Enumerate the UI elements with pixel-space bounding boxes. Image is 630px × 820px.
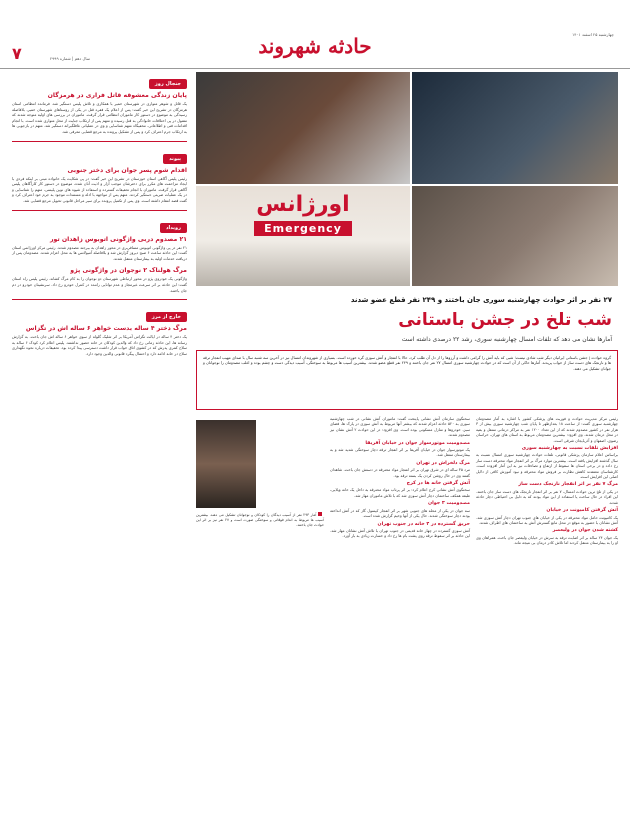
subheading: آتش گرفتن کامیونت در خیابان bbox=[546, 508, 618, 514]
family-photo bbox=[412, 72, 618, 184]
paragraph: سخنگوی سازمان آتش نشانی پایتخت گفت: ماموران آتش نشانی در شب چهارشنبه سوری به ۵۲۰ حادثه اعزام شدند که بیشتر آنها مربوط به آتش سوزی در پارک ها، فضای سبز، خودروها و منازل مسکونی بوده است. وی افزود: در این حوادث ۲ آتش نشان نیز مصدوم شدند. bbox=[330, 416, 470, 438]
lead-paragraph: گروه حوادث | جشن باستانی ایرانیان دیگر شب شادی نیست؛ شبی که باید آتش را گرامی داشت و آرزوها را از دل آن طلب کرد، حالا با انفجار و آتش سوزی گره خورده است. بسیاری از شهروندان امسال نیز در آخرین سه شنبه سال با صدای مهیب انفجار ترقه ها و نارنجک های دست ساز از خواب پریدند. آمارها حاکی از آن است که در حوادث چهارشنبه سوری امسال ۲۷ نفر جان باختند و ۲۴۹ نفر قطع عضو شدند. بیشترین آسیب ها مربوط به سوختگی، آسیب دیدگی دست و چشم بوده و اغلب مصدومان را نوجوانان و جوانان تشکیل می دهند. bbox=[196, 350, 618, 410]
paragraph: آتش سوزی گسترده در چهار خانه قدیمی در جنوب تهران با تلاش آتش نشانان مهار شد. این حادثه بر اثر سقوط ترقه روی پشت بام ها رخ داد و خسارت زیادی به بار آورد. bbox=[330, 527, 470, 539]
brief-body: واژگونی یک خودروی پژو در محور ارتباطی شهرستان دو نوجوان را به کام مرگ کشاند. رئیس پلیس راه استان گفت: این حادثه بر اثر سرعت غیرمجاز و عدم توانایی راننده در کنترل خودرو رخ داد. سرنشینان خودرو در دم جان باختند. bbox=[12, 276, 187, 293]
body-column-middle bbox=[330, 416, 470, 806]
subheading: آتش گرفتن خانه ها در کرج bbox=[406, 481, 470, 487]
brief-body: یک دختر ۴ ساله در ایالت تگزاس آمریکا بر اثر شلیک گلوله از سوی خواهر ۶ ساله اش جان باخت. به گزارش رسانه ها، این حادثه زمانی رخ داد که والدین کودکان در خانه حضور نداشتند. پلیس اعلام کرد کودک ۶ ساله به سلاح کمری پدرش که در کشوی اتاق خواب قرار داشت دسترسی پیدا کرده بود. تحقیقات درباره نحوه نگهداری سلاح در خانه ادامه دارد و احتمال پیگرد قانونی والدین وجود دارد. bbox=[12, 334, 187, 356]
paragraph: یک جوان ۲۴ ساله بر اثر اصابت ترقه به سرش در خیابان ولیعصر جان باخت. همراهان وی او را به بیمارستان منتقل کردند اما تلاش کادر درمان بی نتیجه ماند. bbox=[476, 534, 618, 546]
brief-section bbox=[12, 303, 187, 356]
emergency-sign bbox=[206, 192, 400, 236]
brief-body: یک قاتل و شوهر متواری در شهرستان خمیر با همکاری و تلاش پلیس دستگیر شد. فرمانده انتظامی استان هرمزگان در تشریح این خبر گفت: پس از اعلام یک فقره قتل در یکی از روستاهای شهرستان خمیر، بلافاصله رسیدگی به موضوع در دستور کار ماموران انتظامی قرار گرفت. ماموران در بررسی های اولیه متوجه شدند که مقتول در پی اختلافات خانوادگی به قتل رسیده و متهم پس از ارتکاب جنایت از محل متواری شده است. با انجام اقدامات فنی و اطلاعاتی، مخفیگاه متهم شناسایی و وی در عملیاتی غافلگیرانه دستگیر شد. متهم در بازجویی ها به ارتکاب جرم اعتراف کرد و پس از تشکیل پرونده به مرجع قضایی معرفی شد. bbox=[12, 101, 187, 134]
brief-title: پایان زندگی معشوقه قاتل فراری در هرمزگان bbox=[47, 92, 187, 99]
issue-number: سال دهم | شماره ۲۹۹۹ bbox=[50, 56, 90, 61]
briefs-column bbox=[12, 70, 187, 810]
paragraph: یک کامیونت حامل مواد محترقه در یکی از خیابان های جنوب تهران دچار آتش سوزی شد. آتش نشانان با حضور به موقع در محل مانع گسترش آتش به ساختمان های اطراف شدند. bbox=[476, 514, 618, 525]
page-number: ۷ bbox=[12, 44, 22, 63]
supra-headline: ۲۷ نفر بر اثر حوادث چهارشنبه سوری جان باختند و ۲۴۹ نفر قطع عضو شدند bbox=[350, 296, 612, 304]
paragraph: یک موتورسوار جوان در خیابان آفریقا بر اثر انفجار ترقه دچار سوختگی شدید شد و به بیمارستان منتقل شد. bbox=[330, 447, 470, 458]
photo-caption bbox=[196, 512, 324, 528]
brief-section bbox=[12, 267, 187, 293]
section-tag: پیوند bbox=[163, 154, 187, 164]
brief-title: مرگ دختر ۴ ساله بدست خواهر ۶ ساله اش در تگزاس bbox=[25, 325, 187, 333]
paragraph: براساس اعلام سازمان پزشکی قانونی، تلفات حوادث چهارشنبه سوری امسال نسبت به سال گذشته افزایش یافته است. بیشترین موارد مرگ بر اثر انفجار مواد محترقه دست ساز رخ داده و در برخی استان ها سقوط از ارتفاع و تصادفات نیز به این آمار افزوده است. کارشناسان معتقدند کاهش نظارت بر فروش مواد محترقه و نبود آموزش کافی از دلایل اصلی این افزایش است. bbox=[476, 452, 618, 480]
brief-title: مرگ هولناک ۲ نوجوان در واژگونی پژو bbox=[70, 267, 187, 275]
emergency-sign-en: Emergency bbox=[254, 221, 352, 236]
caption-bullet-icon bbox=[318, 512, 322, 516]
brief-section bbox=[12, 145, 187, 204]
issue-date: چهارشنبه ۲۵ اسفند ۱۴۰۱ bbox=[572, 32, 614, 37]
brief-title: ۲۱ مصدوم دربی واژگونی اتوبوس زاهدان تور bbox=[49, 235, 187, 243]
paragraph: سخنگوی آتش نشانی کرج اعلام کرد: بر اثر پرتاب مواد محترقه به داخل یک خانه ویلایی، طبقه همکف ساختمان دچار آتش سوزی شد که با تلاش ماموران مهار شد. bbox=[330, 487, 470, 498]
divider bbox=[12, 299, 187, 300]
paragraph: مرد ۳۵ ساله ای در شرق تهران بر اثر انفجار مواد محترقه در دستش جان باخت. شاهدان گفتند وی در حال روشن کردن یک بسته ترقه بود. bbox=[330, 467, 470, 478]
subheading: کشته شدن جوان در ولیعصر bbox=[552, 528, 618, 534]
subheading: حریق گسترده در ۴ خانه در جنوب تهران bbox=[377, 521, 470, 527]
body-column-right bbox=[476, 416, 618, 806]
brief-section bbox=[12, 70, 187, 135]
subheading: افزایش تلفات نسبت به چهارشنبه سوری bbox=[521, 446, 618, 452]
subheading: مرگ دلخراش در تهران bbox=[416, 460, 470, 466]
emergency-sign-fa: اورژانس bbox=[256, 192, 350, 217]
divider bbox=[12, 210, 187, 211]
paragraph: در یکی از تلخ ترین حوادث امسال، ۷ نفر بر اثر انفجار نارنجک های دست ساز جان باختند. این افراد در حال ساخت یا استفاده از این مواد بودند که به دلیل بی احتیاطی دچار حادثه شدند. bbox=[476, 488, 618, 505]
subheading: مرگ ۷ نفر بر اثر انفجار نارنجک دست ساز bbox=[518, 482, 618, 488]
hospital-photo bbox=[196, 72, 410, 184]
dek: آمارها نشان می دهد که تلفات امسال چهارشنبه سوری، رشد ۲۲ درصدی داشته است bbox=[401, 336, 612, 343]
brief-section bbox=[12, 214, 187, 262]
paragraph: رئیس مرکز مدیریت حوادث و فوریت های پزشکی کشور با اشاره به آمار مصدومان چهارشنبه سوری گفت: از ساعت ۱۸ بعدازظهر تا پایان شب چهارشنبه سوری بیش از ۳ هزار نفر در کشور مصدوم شدند که از این تعداد ۱۲۰۰ نفر به مراکز درمانی منتقل و بقیه در محل درمان شدند. وی افزود: بیشترین مصدومان مربوط به استان های تهران، خراسان رضوی، اصفهان و آذربایجان شرقی است. bbox=[476, 416, 619, 443]
section-tag: خارج از مرز bbox=[146, 312, 187, 322]
brief-title: اقدام شوم پسر جوان برای دختر جنوبی bbox=[67, 166, 187, 174]
brief-body: رئیس پلیس آگاهی استان خوزستان در تشریح این خبر گفت: در پی شکایت یک خانواده مبنی بر اینکه فردی با ایجاد مزاحمت های مکرر برای دخترشان موجب آزار و اذیت آنان شده، موضوع در دستور کار کارآگاهان پلیس آگاهی قرار گرفت. ماموران با انجام تحقیقات گسترده و استفاده از شیوه های نوین پلیسی، متهم را شناسایی و در یک عملیات ضربتی دستگیر کردند. متهم پس از مواجهه با ادله و مستندات موجود به جرم خود اعتراف کرد و گفت قصد انتقام داشته است. وی پس از تکمیل پرونده برای سیر مراحل قانونی تحویل مرجع قضایی شد. bbox=[12, 175, 187, 203]
divider bbox=[12, 141, 187, 142]
section-tag: رویداد bbox=[160, 223, 187, 233]
newspaper-logo: حادثه شهروند bbox=[258, 34, 372, 58]
brief-body: ۲۱ نفر در پی واژگونی اتوبوس مسافربری در محور زاهدان به بیرجند مصدوم شدند. رئیس مرکز اورژانس استان گفت: این حادثه ساعت ۶ صبح دیروز گزارش شد و بلافاصله آمبولانس ها به محل اعزام شدند. مصدومان پس از دریافت خدمات اولیه به بیمارستان منتقل شدند. bbox=[12, 244, 187, 261]
main-headline: شب تلخ در جشن باستانی bbox=[398, 310, 612, 330]
paragraph: سه جوان در یکی از محله های جنوبی شهر بر اثر انفجار کپسول گاز که در آتش انداخته بودند دچار سوختگی شدند. حال یکی از آنها وخیم گزارش شده است. bbox=[330, 507, 470, 519]
caption-text: آمار ۲۹۳ نفر از آسیب دیدگان را کودکان و نوجوانان تشکیل می دهند. بیشترین آسیب ها مربوط به اندام فوقانی و سوختگی صورت است و ۲۷ نفر نیز بر اثر این حوادث جان باختند. bbox=[196, 513, 324, 527]
injured-hand-photo bbox=[412, 186, 618, 286]
masthead bbox=[0, 0, 630, 69]
subheading: مصدومیت موتورسوار جوان در خیابان آفریقا bbox=[365, 440, 470, 446]
section-tag: جنجال روز bbox=[149, 79, 187, 89]
subheading: مصدومیت ۳ جوان bbox=[428, 501, 470, 507]
burn-victim-photo bbox=[196, 420, 256, 508]
